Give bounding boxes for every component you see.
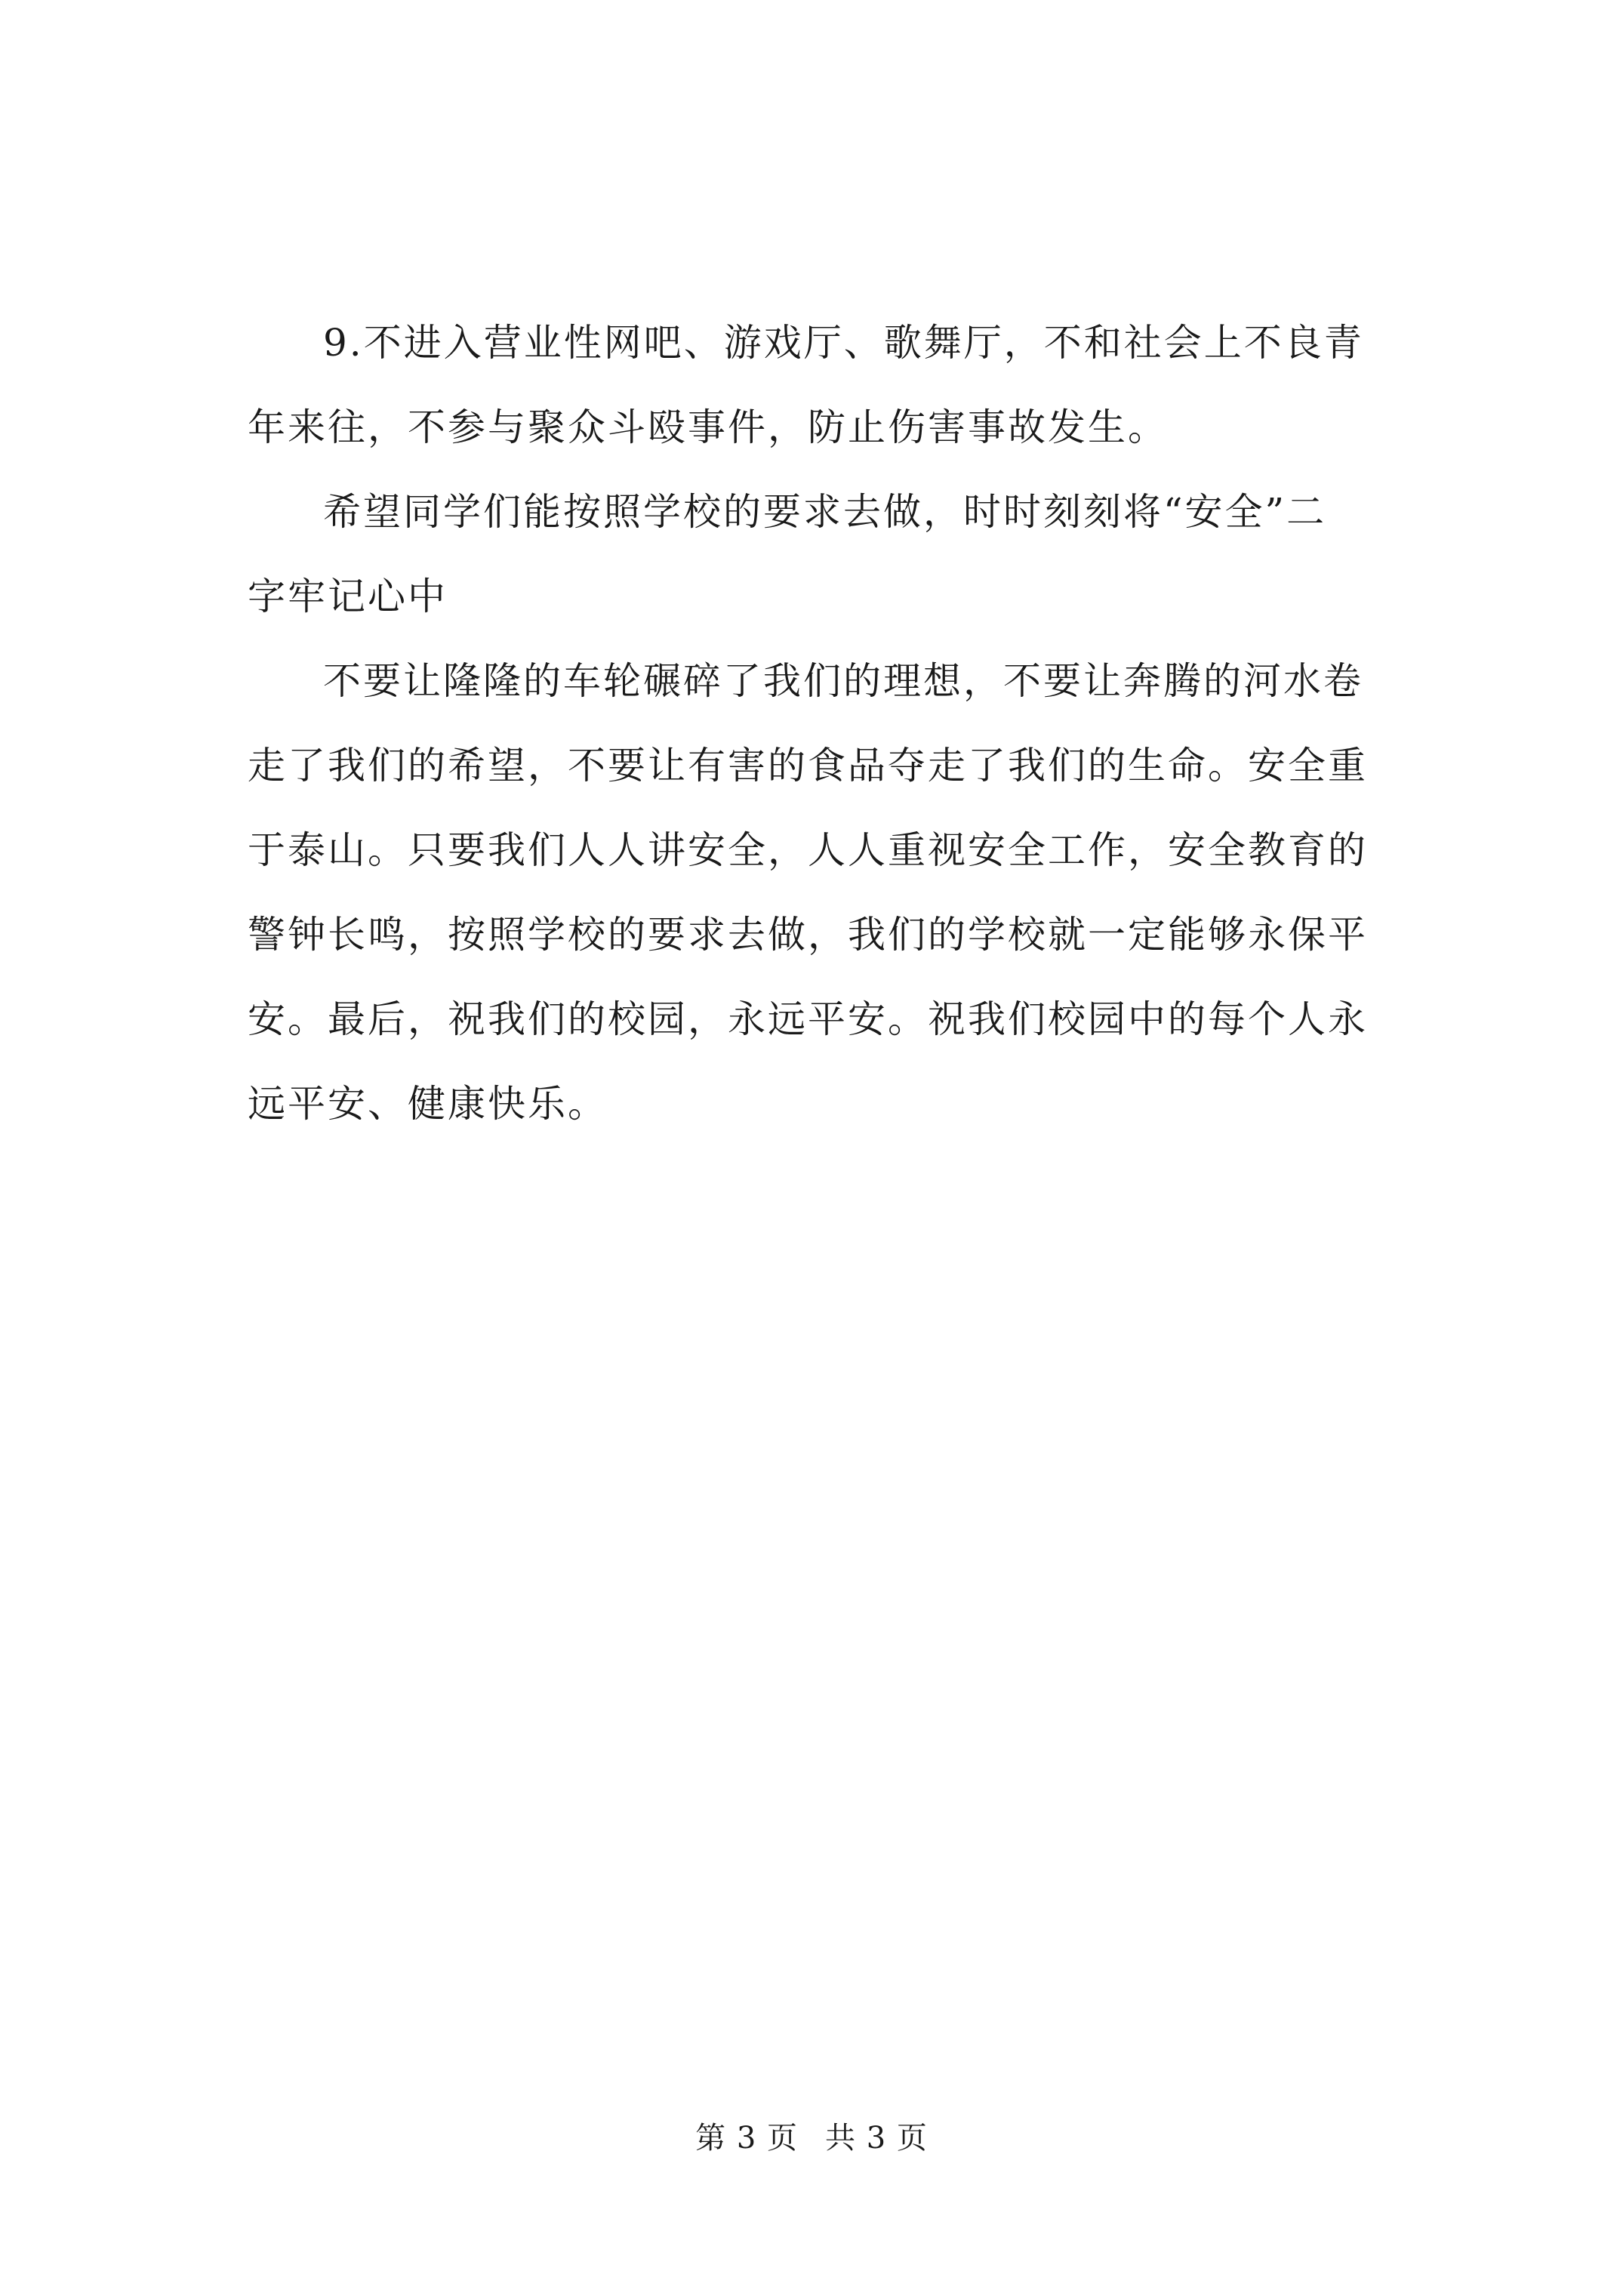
page-total: 共 3 页 (825, 2121, 928, 2156)
paragraph-hope (248, 470, 1425, 639)
paragraph-line: 警钟长鸣，按照学校的要求去做，我们的学校就一定能够永保平 (248, 913, 1368, 957)
paragraph-line: 9.不进入营业性网吧、游戏厅、歌舞厅，不和社会上不良青 (323, 321, 1364, 365)
paragraph-line: 安。最后，祝我们的校园，永远平安。祝我们校园中的每个人永 (248, 997, 1368, 1041)
page-number: 第 3 页 (695, 2121, 798, 2156)
paragraph-line: 不要让隆隆的车轮碾碎了我们的理想，不要让奔腾的河水卷 (323, 659, 1363, 703)
paragraph-line: 希望同学们能按照学校的要求去做，时时刻刻将“安全”二 (323, 490, 1327, 534)
paragraph-item-9 (248, 300, 1425, 470)
paragraph-closing (248, 639, 1425, 1146)
page-footer (0, 2120, 1623, 2156)
paragraph-line: 字牢记心中 (248, 575, 448, 618)
paragraph-line: 于泰山。只要我们人人讲安全，人人重视安全工作，安全教育的 (248, 828, 1368, 872)
paragraph-line: 走了我们的希望，不要让有害的食品夺走了我们的生命。安全重 (248, 744, 1368, 787)
paragraph-line: 远平安、健康快乐。 (248, 1082, 608, 1126)
document-body (248, 300, 1425, 1146)
paragraph-line: 年来往，不参与聚众斗殴事件，防止伤害事故发生。 (248, 405, 1168, 449)
